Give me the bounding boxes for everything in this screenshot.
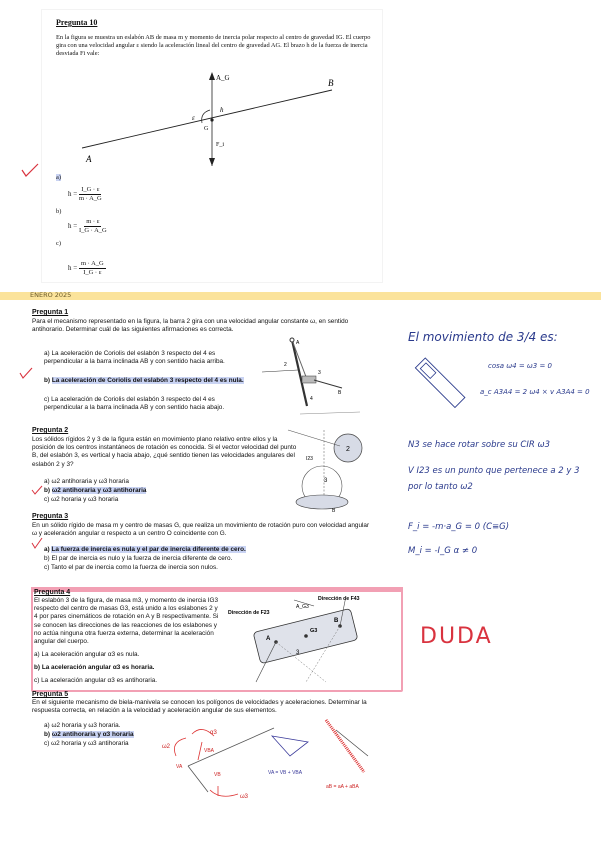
fig-label-dir43: Dirección de F43 (318, 596, 360, 602)
q5-option-a[interactable] (44, 722, 120, 730)
note-8: M_i = -I_G α ≠ 0 (408, 546, 478, 556)
q5-option-a-label: a) (44, 722, 50, 729)
fig-label-ag3: A_G3 (296, 604, 309, 610)
q5-option-c[interactable] (44, 740, 129, 748)
q10-option-a[interactable] (56, 174, 61, 182)
fig-label-g: G (204, 126, 209, 132)
q5-option-b[interactable] (44, 731, 134, 739)
q4-option-a-label: a) (34, 651, 40, 658)
note-1: El movimiento de 3/4 es: (408, 330, 558, 344)
date-band-label: ENERO 2025 (30, 291, 72, 299)
q4-figure (226, 592, 376, 684)
q3-option-c-text: Tanto el par de inercia como la fuerza de inercia son nulos. (51, 564, 218, 571)
q1-option-c-text: La aceleración de Coriolis del eslabón 3 respecto del 4 es perpendicular a la barra inclinada AB y con sentido hacia abajo. (44, 396, 225, 412)
q4-option-b-text: La aceleración angular α3 es horaria. (41, 664, 155, 671)
fig-label-a: A (296, 340, 300, 346)
q4-option-b[interactable] (34, 664, 154, 672)
q3-option-b-text: El par de inercia es nulo y la fuerza de inercia diferente de cero. (51, 555, 233, 562)
q4-option-c-text: La aceleración angular α3 es antihoraria. (41, 677, 158, 684)
q5-label-w2: ω2 (162, 744, 171, 750)
arrow-up-icon (209, 72, 215, 80)
q4-option-c[interactable] (34, 677, 157, 685)
q5-option-c-text: ω2 horaria y ω3 antihoraria (51, 740, 129, 747)
fig-label-b: B (332, 508, 336, 514)
fig-label-a: A (266, 636, 271, 642)
q5-label-va: VA (176, 764, 183, 770)
fig-label-3: 3 (296, 650, 300, 656)
note-3: a_c A3A4 = 2 ω4 × v A3A4 = 0 (480, 388, 590, 396)
q2-option-b-text: ω2 antihoraria y ω3 antihoraria (51, 487, 147, 494)
date-band (0, 292, 601, 300)
q10-title: Pregunta 10 (56, 18, 98, 27)
q5-label-vavbvba: VA = VB + VBA (268, 770, 303, 776)
q1-title: Pregunta 1 (32, 309, 69, 316)
q3-statement: En un sólido rígido de masa m y centro de masas G, que realiza un movimiento de rotación puro con velocidad angular ω y aceleración angular α respecto a un centro O coincidente con G. (32, 522, 370, 538)
note-duda: DUDA (420, 624, 493, 649)
q10-formula-b-num: m · ε (86, 218, 100, 225)
angular-arrow-icon (202, 110, 210, 123)
q1-option-b[interactable] (44, 377, 254, 385)
q10-option-c[interactable]: c) (56, 240, 61, 247)
fig-label-2: 2 (346, 446, 350, 453)
q1-figure (262, 336, 362, 408)
q5-option-b-text: ω2 antihoraria y α3 horaria (51, 731, 134, 738)
fig-label-3: 3 (324, 478, 328, 484)
q2-option-b[interactable] (44, 487, 146, 495)
fig-label-2: 2 (284, 362, 287, 368)
q10-block (42, 10, 382, 282)
q4-option-a-text: La aceleración angular α3 es nula. (41, 651, 140, 658)
q2-option-a-text: ω2 antihoraria y ω3 horaria (51, 478, 129, 485)
q1-statement: Para el mecanismo representado en la figura, la barra 2 gira con una velocidad angular constante ω, en sentido antihorario. Determinar cuál de las siguientes afirmaciones es correcta. (32, 318, 349, 334)
fig-label-h: h (220, 106, 224, 114)
q5-label-vb: VB (214, 772, 221, 778)
q2-option-c[interactable] (44, 496, 118, 504)
q10-formula-c-den: I_G · ε (83, 269, 102, 276)
fig-label-i23: I23 (306, 456, 313, 462)
q4-option-c-label: c) (34, 677, 40, 684)
q1-option-a[interactable] (44, 350, 254, 366)
q3-option-c[interactable] (44, 564, 218, 572)
q2-option-a[interactable] (44, 478, 129, 486)
q3-option-a-label: a) (44, 546, 50, 553)
note-4: N3 se hace rotar sobre su CIR ω3 (408, 440, 551, 450)
link-ab-line (82, 90, 332, 148)
q1-option-b-label: b) (44, 377, 51, 384)
q2-figure (280, 410, 380, 520)
q4-option-b-label: b) (34, 664, 41, 671)
q10-formula-b (68, 218, 107, 235)
q10-option-a-label: a) (56, 174, 61, 181)
q10-formula-b-lhs: h = (68, 222, 78, 231)
q3-option-c-label: c) (44, 564, 50, 571)
q4-option-a[interactable] (34, 651, 139, 659)
checkmark-icon (30, 536, 44, 550)
q5-label-abs: aB = aA + aBA (326, 784, 359, 790)
q10-figure (82, 68, 352, 168)
q5-option-b-label: b) (44, 731, 51, 738)
q1-option-c-label: c) (44, 396, 50, 403)
checkmark-icon (30, 484, 44, 496)
q4-statement: El eslabón 3 de la figura, de masa m3, y momento de inercia IG3 respecto del centro de masas G3, está unido a los eslabones 2 y 4 por pares cinemáticos de rotación en A y B respectivamente. Si se conocen las direcciones de las reacciones de los eslabones y no actúa ninguna otra fuerza externa, determinar la aceleración angular del cuerpo. (34, 597, 219, 646)
fig-label-a: A (86, 154, 92, 164)
q10-formula-a-num: I_G · ε (81, 186, 100, 193)
q10-formula-b-den: I_G · A_G (78, 227, 107, 234)
q1-option-a-label: a) (44, 350, 50, 357)
q5-label-w3: ω3 (240, 794, 249, 800)
q2-statement: Los sólidos rígidos 2 y 3 de la figura están en movimiento plano relativo entre ellos y la posición de los centros instantáneos de rotación es conocida. Si el vector velocidad del punto B, del eslabón 3, es vertical y hacia abajo, ¿qué sentido tienen las velocidades angulares del eslabón 2 y 3? (32, 436, 297, 468)
q2-option-c-label: c) (44, 496, 50, 503)
q2-option-c-text: ω2 horaria y ω3 horaria (51, 496, 119, 503)
q1-option-c[interactable] (44, 396, 254, 412)
checkmark-icon (18, 366, 34, 380)
checkmark-icon (20, 162, 40, 178)
q1-option-b-text: La aceleración de Coriolis del eslabón 3 respecto del 4 es nula. (51, 377, 244, 384)
q3-option-b-label: b) (44, 555, 50, 562)
note-6: por lo tanto ω2 (408, 482, 473, 492)
q3-option-b[interactable] (44, 555, 232, 563)
q5-figure (158, 716, 384, 802)
q10-formula-c (68, 260, 106, 277)
fig-label-4: 4 (310, 396, 313, 402)
q3-option-a-text: La fuerza de inercia es nula y el par de inercia diferente de cero. (51, 546, 246, 553)
fig-label-ag: A_G (216, 74, 230, 82)
q5-label-vba: VBA (204, 748, 215, 754)
q10-statement: En la figura se muestra un eslabón AB de masa m y momento de inercia polar respecto al centro de gravedad IG. El cuerpo gira con una velocidad angular ε siendo la aceleración lineal del centro de gravedad AG. El brazo h de la fuerza de inercia desviada Fi vale: (56, 34, 371, 58)
note-sketch (408, 352, 468, 412)
q5-title: Pregunta 5 (32, 691, 69, 698)
fig-label-b: B (334, 618, 339, 624)
center-g-dot (210, 118, 213, 121)
fig-label-b: B (338, 390, 342, 396)
q5-label-a3: α3 (210, 730, 217, 736)
fig-label-dir23: Dirección de F23 (228, 610, 270, 616)
q10-option-b[interactable]: b) (56, 208, 62, 215)
arrow-down-icon (209, 158, 215, 166)
q3-option-a[interactable] (44, 546, 246, 554)
q1-option-a-text: La aceleración de Coriolis del eslabón 3 respecto del 4 es perpendicular a la barra inclinada AB y con sentido hacia arriba. (44, 350, 225, 366)
q5-option-a-text: ω2 horaria y ω3 horaria. (51, 722, 121, 729)
q4-title: Pregunta 4 (34, 589, 71, 596)
fig-label-b: B (328, 78, 334, 88)
q2-title: Pregunta 2 (32, 427, 69, 434)
fig-label-g3: G3 (310, 628, 318, 634)
note-7: F_i = -m·a_G = 0 (C≡G) (408, 522, 510, 532)
q10-formula-a-den: m · A_G (78, 195, 102, 202)
q3-title: Pregunta 3 (32, 513, 69, 520)
q10-formula-c-lhs: h = (68, 264, 78, 273)
q10-formula-a (68, 186, 102, 203)
fig-label-eps: ε (192, 114, 195, 122)
fig-label-3: 3 (318, 370, 321, 376)
q10-formula-a-lhs: h = (68, 190, 78, 199)
q2-option-b-label: b) (44, 487, 51, 494)
q5-statement: En el siguiente mecanismo de biela-manivela se conocen los polígonos de velocidades y aceleraciones. Determinar la respuesta correcta, en relación a la velocidad y aceleración angular de sus elementos. (32, 699, 367, 715)
q5-option-c-label: c) (44, 740, 50, 747)
q10-formula-c-num: m · A_G (80, 260, 104, 267)
note-2: cosa ω4 = ω3 = 0 (488, 362, 553, 370)
fig-label-fi: F_i (216, 142, 225, 148)
note-5: V I23 es un punto que pertenece a 2 y 3 (408, 466, 580, 476)
q2-option-a-label: a) (44, 478, 50, 485)
